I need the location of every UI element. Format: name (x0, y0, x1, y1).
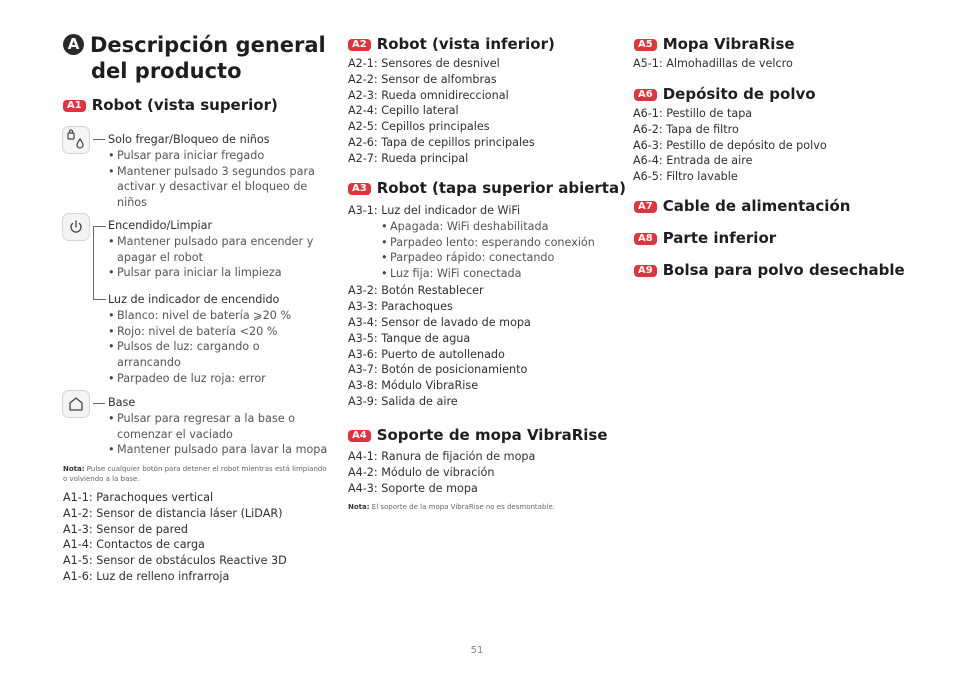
heading-a6: Depósito de polvo (662, 85, 816, 103)
bullet-cont: arrancando (117, 356, 181, 370)
list-item: A3-3: Parachoques (348, 300, 453, 314)
bullet-cont: comenzar el vaciado (117, 427, 233, 441)
list-item: A3-1: Luz del indicador de WiFi (348, 204, 521, 217)
bullet: • Apagada: WiFi deshabilitada (381, 219, 595, 235)
badge-a9: A9 (634, 265, 657, 277)
page-number: 51 (470, 645, 484, 656)
list-item: A3-8: Módulo VibraRise (348, 379, 479, 393)
list-item: A2-7: Rueda principal (348, 151, 469, 165)
button-label: Solo fregar/Bloqueo de niños (108, 133, 270, 146)
note-text: Pulse cualquier botón para detener el robot mientras está limpiando (86, 465, 327, 473)
section-heading-a8 (634, 229, 776, 247)
note-label: Nota: (348, 503, 370, 511)
wifi-states (348, 219, 595, 282)
bullet: • Luz fija: WiFi conectada (381, 266, 595, 282)
badge-a3: A3 (348, 183, 371, 195)
list-item: A6-2: Tapa de filtro (633, 122, 739, 136)
list-item: A5-1: Almohadillas de velcro (633, 57, 793, 70)
badge-a2: A2 (348, 39, 371, 51)
list-item: A1-1: Parachoques vertical (63, 491, 214, 504)
section-heading-a7 (634, 197, 850, 215)
heading-a9: Bolsa para polvo desechable (662, 261, 905, 279)
list-item: A1-3: Sensor de pared (63, 522, 188, 536)
bullet: • Pulsos de luz: cargando o (108, 339, 291, 355)
badge-a1: A1 (63, 100, 86, 112)
bullet: • Parpadeo lento: esperando conexión (381, 235, 595, 251)
section-heading-a1 (63, 96, 278, 114)
list-item: A3-5: Tanque de agua (348, 331, 471, 345)
badge-a5: A5 (634, 39, 657, 51)
heading-a8: Parte inferior (662, 229, 777, 247)
list-item: A1-4: Contactos de carga (63, 538, 205, 552)
list-item: A3-6: Puerto de autollenado (348, 347, 505, 361)
connector-line (93, 403, 105, 404)
bullet: • Mantener pulsado para encender y (108, 234, 313, 250)
section-heading-a4 (348, 426, 608, 444)
section-heading-a9 (634, 261, 905, 279)
bullet: • Parpadeo rápido: conectando (381, 250, 595, 266)
list-a3 (348, 203, 595, 410)
bullet: • Pulsar para iniciar fregado (108, 148, 315, 164)
connector-bracket (93, 226, 106, 300)
button-desc-child-lock (108, 132, 315, 211)
heading-a1: Robot (vista superior) (91, 96, 278, 114)
bullet: • Pulsar para regresar a la base o (108, 411, 327, 427)
list-item: A1-2: Sensor de distancia láser (LiDAR) (63, 506, 283, 520)
bullet: • Rojo: nivel de batería <20 % (108, 324, 291, 340)
button-desc-power (108, 218, 313, 281)
bullet: • Pulsar para iniciar la limpieza (108, 265, 313, 281)
note-text: o volviendo a la base. (63, 475, 140, 483)
power-icon (62, 213, 90, 241)
button-desc-power-light (108, 292, 291, 387)
bullet: • Mantener pulsado 3 segundos para (108, 164, 315, 180)
section-heading-a3 (348, 179, 626, 197)
note-a1 (63, 464, 327, 484)
heading-a4: Soporte de mopa VibraRise (376, 426, 608, 444)
list-item: A6-3: Pestillo de depósito de polvo (633, 138, 827, 152)
section-heading-a2 (348, 35, 555, 53)
list-item: A2-1: Sensores de desnivel (348, 57, 500, 70)
heading-a2: Robot (vista inferior) (376, 35, 555, 53)
page-title-line2: del producto (91, 59, 242, 83)
bullet: • Parpadeo de luz roja: error (108, 371, 291, 387)
list-item: A6-4: Entrada de aire (633, 154, 753, 168)
list-a6 (633, 106, 827, 185)
note-a4 (348, 502, 555, 512)
list-item: A2-2: Sensor de alfombras (348, 72, 497, 86)
button-label: Base (108, 396, 136, 409)
list-item: A3-2: Botón Restablecer (348, 284, 484, 298)
list-item: A6-1: Pestillo de tapa (633, 107, 753, 120)
list-item: A6-5: Filtro lavable (633, 170, 738, 184)
list-item: A3-4: Sensor de lavado de mopa (348, 316, 531, 330)
list-item: A4-1: Ranura de fijación de mopa (348, 450, 536, 463)
badge-a7: A7 (634, 201, 657, 213)
list-item: A4-2: Módulo de vibración (348, 465, 495, 479)
list-item: A2-6: Tapa de cepillos principales (348, 135, 535, 149)
badge-a8: A8 (634, 233, 657, 245)
bullet: • Blanco: nivel de batería ⩾20 % (108, 308, 291, 324)
heading-a3: Robot (tapa superior abierta) (376, 179, 626, 197)
bullet-cont: apagar el robot (117, 250, 204, 264)
list-a2 (348, 56, 535, 167)
heading-a7: Cable de alimentación (662, 197, 851, 215)
home-icon (62, 390, 90, 418)
list-item: A3-7: Botón de posicionamiento (348, 363, 528, 377)
badge-a6: A6 (634, 89, 657, 101)
list-item: A3-9: Salida de aire (348, 395, 458, 409)
button-label: Luz de indicador de encendido (108, 293, 280, 306)
button-label: Encendido/Limpiar (108, 219, 213, 232)
section-badge-a: A (63, 34, 84, 55)
note-label: Nota: (63, 465, 85, 473)
section-heading-a5 (634, 35, 795, 53)
bullet-cont: activar y desactivar el bloqueo de (117, 180, 308, 194)
list-item: A4-3: Soporte de mopa (348, 481, 478, 495)
bullet: • Mantener pulsado para lavar la mopa (108, 442, 327, 458)
list-item: A1-6: Luz de relleno infrarroja (63, 569, 230, 583)
connector-line (93, 139, 105, 140)
button-desc-base (108, 395, 327, 458)
note-text: El soporte de la mopa VibraRise no es desmontable. (371, 503, 555, 511)
list-item: A2-5: Cepillos principales (348, 120, 490, 134)
list-item: A1-5: Sensor de obstáculos Reactive 3D (63, 554, 287, 568)
list-a4 (348, 449, 535, 496)
list-item: A2-3: Rueda omnidireccional (348, 88, 509, 102)
list-item: A2-4: Cepillo lateral (348, 104, 459, 118)
child-lock-mop-icon (62, 126, 90, 154)
bullet-cont: niños (117, 196, 147, 210)
list-a1 (63, 490, 287, 585)
list-a5 (633, 56, 793, 72)
page-title-line1: Descripción general (90, 33, 326, 57)
section-heading-a6 (634, 85, 816, 103)
heading-a5: Mopa VibraRise (662, 35, 795, 53)
page-title (63, 32, 326, 84)
badge-a4: A4 (348, 430, 371, 442)
